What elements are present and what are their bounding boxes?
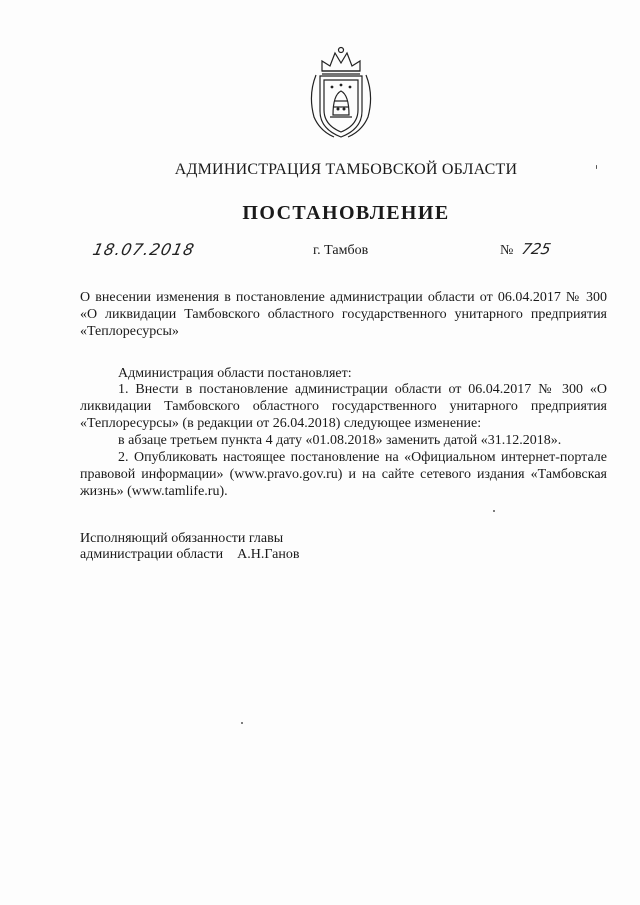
document-number [500,240,551,259]
preamble: Администрация области постановляет: [118,366,352,381]
item-2: 2. Опубликовать настоящее постановление на «Официальном интернет-портале правовой информации» (www.pravo.gov.ru) и на сайте сетевого издания «Тамбовская жизнь» (www.tamlife.ru). [80,450,607,499]
document-city: г. Тамбов [313,243,369,258]
scan-speck [596,165,597,169]
scan-speck [493,510,495,512]
document-subject: О внесении изменения в постановление администрации области от 06.04.2017 № 300 «О ликвидации Тамбовского областного государственного унитарного предприятия «Теплоресурсы» [80,290,607,339]
signature-position: администрации области [80,547,224,562]
signature-line-2 [80,547,299,563]
tambov-coat-of-arms-icon [300,45,382,141]
document-date: 18.07.2018 [90,240,197,259]
number-sign: № [500,243,514,258]
signature-block [80,531,299,563]
document-body [80,381,607,500]
organization-title: АДМИНИСТРАЦИЯ ТАМБОВСКОЙ ОБЛАСТИ [174,161,518,178]
document-type-title: ПОСТАНОВЛЕНИЕ [242,202,450,224]
signature-line-1: Исполняющий обязанности главы [80,531,284,546]
item-1-sub: в абзаце третьем пункта 4 дату «01.08.2018» заменить датой «31.12.2018». [118,433,562,448]
item-1: 1. Внести в постановление администрации области от 06.04.2017 № 300 «О ликвидации Тамбовского областного государственного унитарного предприятия «Теплоресурсы» (в редакции от 26.04.2018) следующее изменение: [80,382,607,431]
scan-speck [241,722,243,724]
signatory-name: А.Н.Ганов [237,547,300,562]
number-value: 725 [520,240,553,258]
